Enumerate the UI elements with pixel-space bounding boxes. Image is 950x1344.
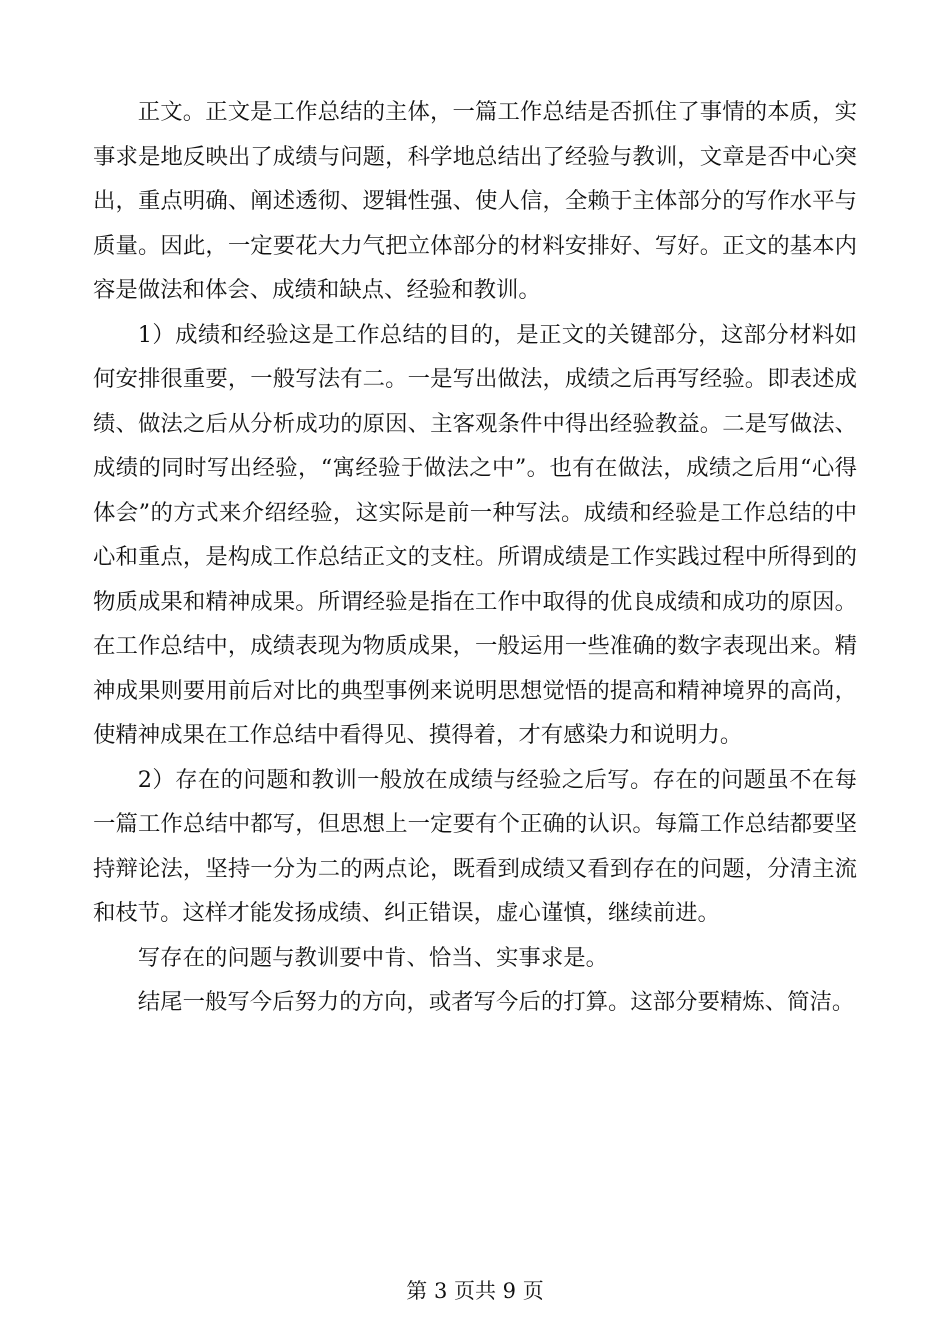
paragraph-conclusion: 结尾一般写今后努力的方向，或者写今后的打算。这部分要精炼、简洁。 (137, 989, 855, 1015)
page-number-footer: 第 3 页共 9 页 (406, 1279, 544, 1303)
paragraph-problems-lessons: 2）存在的问题和教训一般放在成绩与经验之后写。存在的问题虽不在每一篇工作总结中都写，但思想上一定要有个正确的认识。每篇工作总结都要坚持辩论法，坚持一分为二的两点论，既看到成绩又看到存在的问题，分清主流和枝节。这样才能发扬成绩、纠正错误，虚心谨慎，继续前进。 (93, 766, 857, 926)
document-body (93, 90, 857, 1025)
paragraph-problems-writing-note: 写存在的问题与教训要中肯、恰当、实事求是。 (137, 944, 608, 971)
paragraph-achievements-experience: 1）成绩和经验这是工作总结的目的，是正文的关键部分，这部分材料如何安排很重要，一般写法有二。一是写出做法，成绩之后再写经验。即表述成绩、做法之后从分析成功的原因、主客观条件中得出经验教益。二是写做法、成绩的同时写出经验，“寓经验于做法之中”。也有在做法，成绩之后用“心得体会”的方式来介绍经验，这实际是前一种写法。成绩和经验是工作总结的中心和重点，是构成工作总结正文的支柱。所谓成绩是工作实践过程中所得到的物质成果和精神成果。所谓经验是指在工作中取得的优良成绩和成功的原因。在工作总结中，成绩表现为物质成果，一般运用一些准确的数字表现出来。精神成果则要用前后对比的典型事例来说明思想觉悟的提高和精神境界的高尚，使精神成果在工作总结中看得见、摸得着，才有感染力和说明力。 (93, 321, 857, 748)
paragraph-main-text: 正文。正文是工作总结的主体，一篇工作总结是否抓住了事情的本质，实事求是地反映出了成绩与问题，科学地总结出了经验与教训，文章是否中心突出，重点明确、阐述透彻、逻辑性强、使人信，全赖于主体部分的写作水平与质量。因此，一定要花大力气把立体部分的材料安排好、写好。正文的基本内容是做法和体会、成绩和缺点、经验和教训。 (93, 99, 857, 303)
